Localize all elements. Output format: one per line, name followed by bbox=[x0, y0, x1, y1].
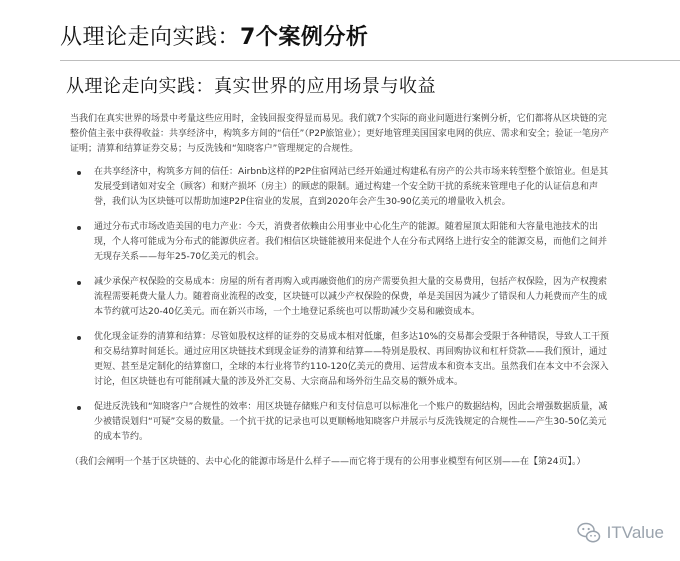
case-item-aml-kyc: 促进反洗钱和“知晓客户”合规性的效率：用区块链存储账户和支付信息可以标准化一个账户的数据结构，因此会增强数据质量，减少被错误划归“可疑”交易的数量。一个抗干扰的记录也可以更顺畅地知晓客户并展示与反洗钱规定的合规性——产生30-50亿美元的成本节约。 bbox=[70, 400, 610, 445]
section-subtitle: 从理论走向实践：真实世界的应用场景与收益 bbox=[66, 76, 436, 97]
closing-note: （我们会阐明一个基于区块链的、去中心化的能源市场是什么样子——而它将于现有的公用事业模型有何区别——在【第24页】。） bbox=[70, 457, 586, 467]
case-item-power-industry: 通过分布式市场改造美国的电力产业：今天，消费者依赖由公用事业中心化生产的能源。随着屋顶太阳能和大容量电池技术的出现，个人将可能成为分布式的能源供应者。我们相信区块链能被用来促进个人在分布式网络上进行安全的能源交易，而他们之间并无现存关系——每年25-70亿美元的机会。 bbox=[70, 220, 610, 265]
wechat-logo-icon bbox=[577, 521, 601, 545]
title-divider bbox=[60, 60, 680, 61]
case-list bbox=[70, 165, 610, 445]
page-title-highlight: 7个案例分析 bbox=[240, 25, 369, 50]
case-item-securities-clearing: 优化现金证券的清算和结算：尽管如股权这样的证券的交易成本相对低廉，但多达10%的交易都会受限于各种错误，导致人工干预和交易结算时间延长。通过应用区块链技术到现金证券的清算和结算——特别是股权、再回购协议和杠杆贷款——我们预计，通过更短、甚至是定制化的结算窗口，全球的本行业将节约110-120亿美元的费用、运营成本和资本支出。虽然我们在本文中不会深入讨论，但区块链也有可能削减大量的涉及外汇交易、大宗商品和场外衍生品交易的额外成本。 bbox=[70, 330, 610, 390]
case-item-sharing-economy: 在共享经济中，构筑多方间的信任：Airbnb这样的P2P住宿网站已经开始通过构建私有房产的公共市场来转型整个旅馆业。但是其发展受到诸如对安全（顾客）和财产损坏（房主）的顾虑的限制。通过构建一个安全防干扰的系统来管理电子化的认证信息和声誉，我们认为区块链可以帮助加速P2P住宿业的发展，直到2020年会产生30-90亿美元的增量收入机会。 bbox=[70, 165, 610, 210]
watermark bbox=[577, 521, 664, 545]
watermark-text: ITValue bbox=[606, 523, 664, 542]
page-title-prefix: 从理论走向实践： bbox=[60, 25, 241, 50]
intro-paragraph: 当我们在真实世界的场景中考量这些应用时，金钱回报变得显而易见。我们就7个实际的商业问题进行案例分析，它们都将从区块链的完整价值主张中获得收益：共享经济中，构筑多方间的“信任”（P2P旅馆业）；更好地管理美国国家电网的供应、需求和安全；验证一笔房产证明；清算和结算证券交易；与反洗钱和“知晓客户”管理规定的合规性。 bbox=[70, 114, 609, 154]
article-body bbox=[70, 112, 610, 470]
page-title bbox=[60, 20, 368, 51]
case-item-title-insurance: 减少承保产权保险的交易成本：房屋的所有者再购入或再融资他们的房产需要负担大量的交易费用，包括产权保险，因为产权搜索流程需要耗费大量人力。随着商业流程的改变，区块链可以减少产权保险的保费，单是美国因为减少了错误和人力耗费而产生的成本节约就可达20-40亿美元。而在新兴市场，一个土地登记系统也可以帮助减少交易和融资成本。 bbox=[70, 275, 610, 320]
